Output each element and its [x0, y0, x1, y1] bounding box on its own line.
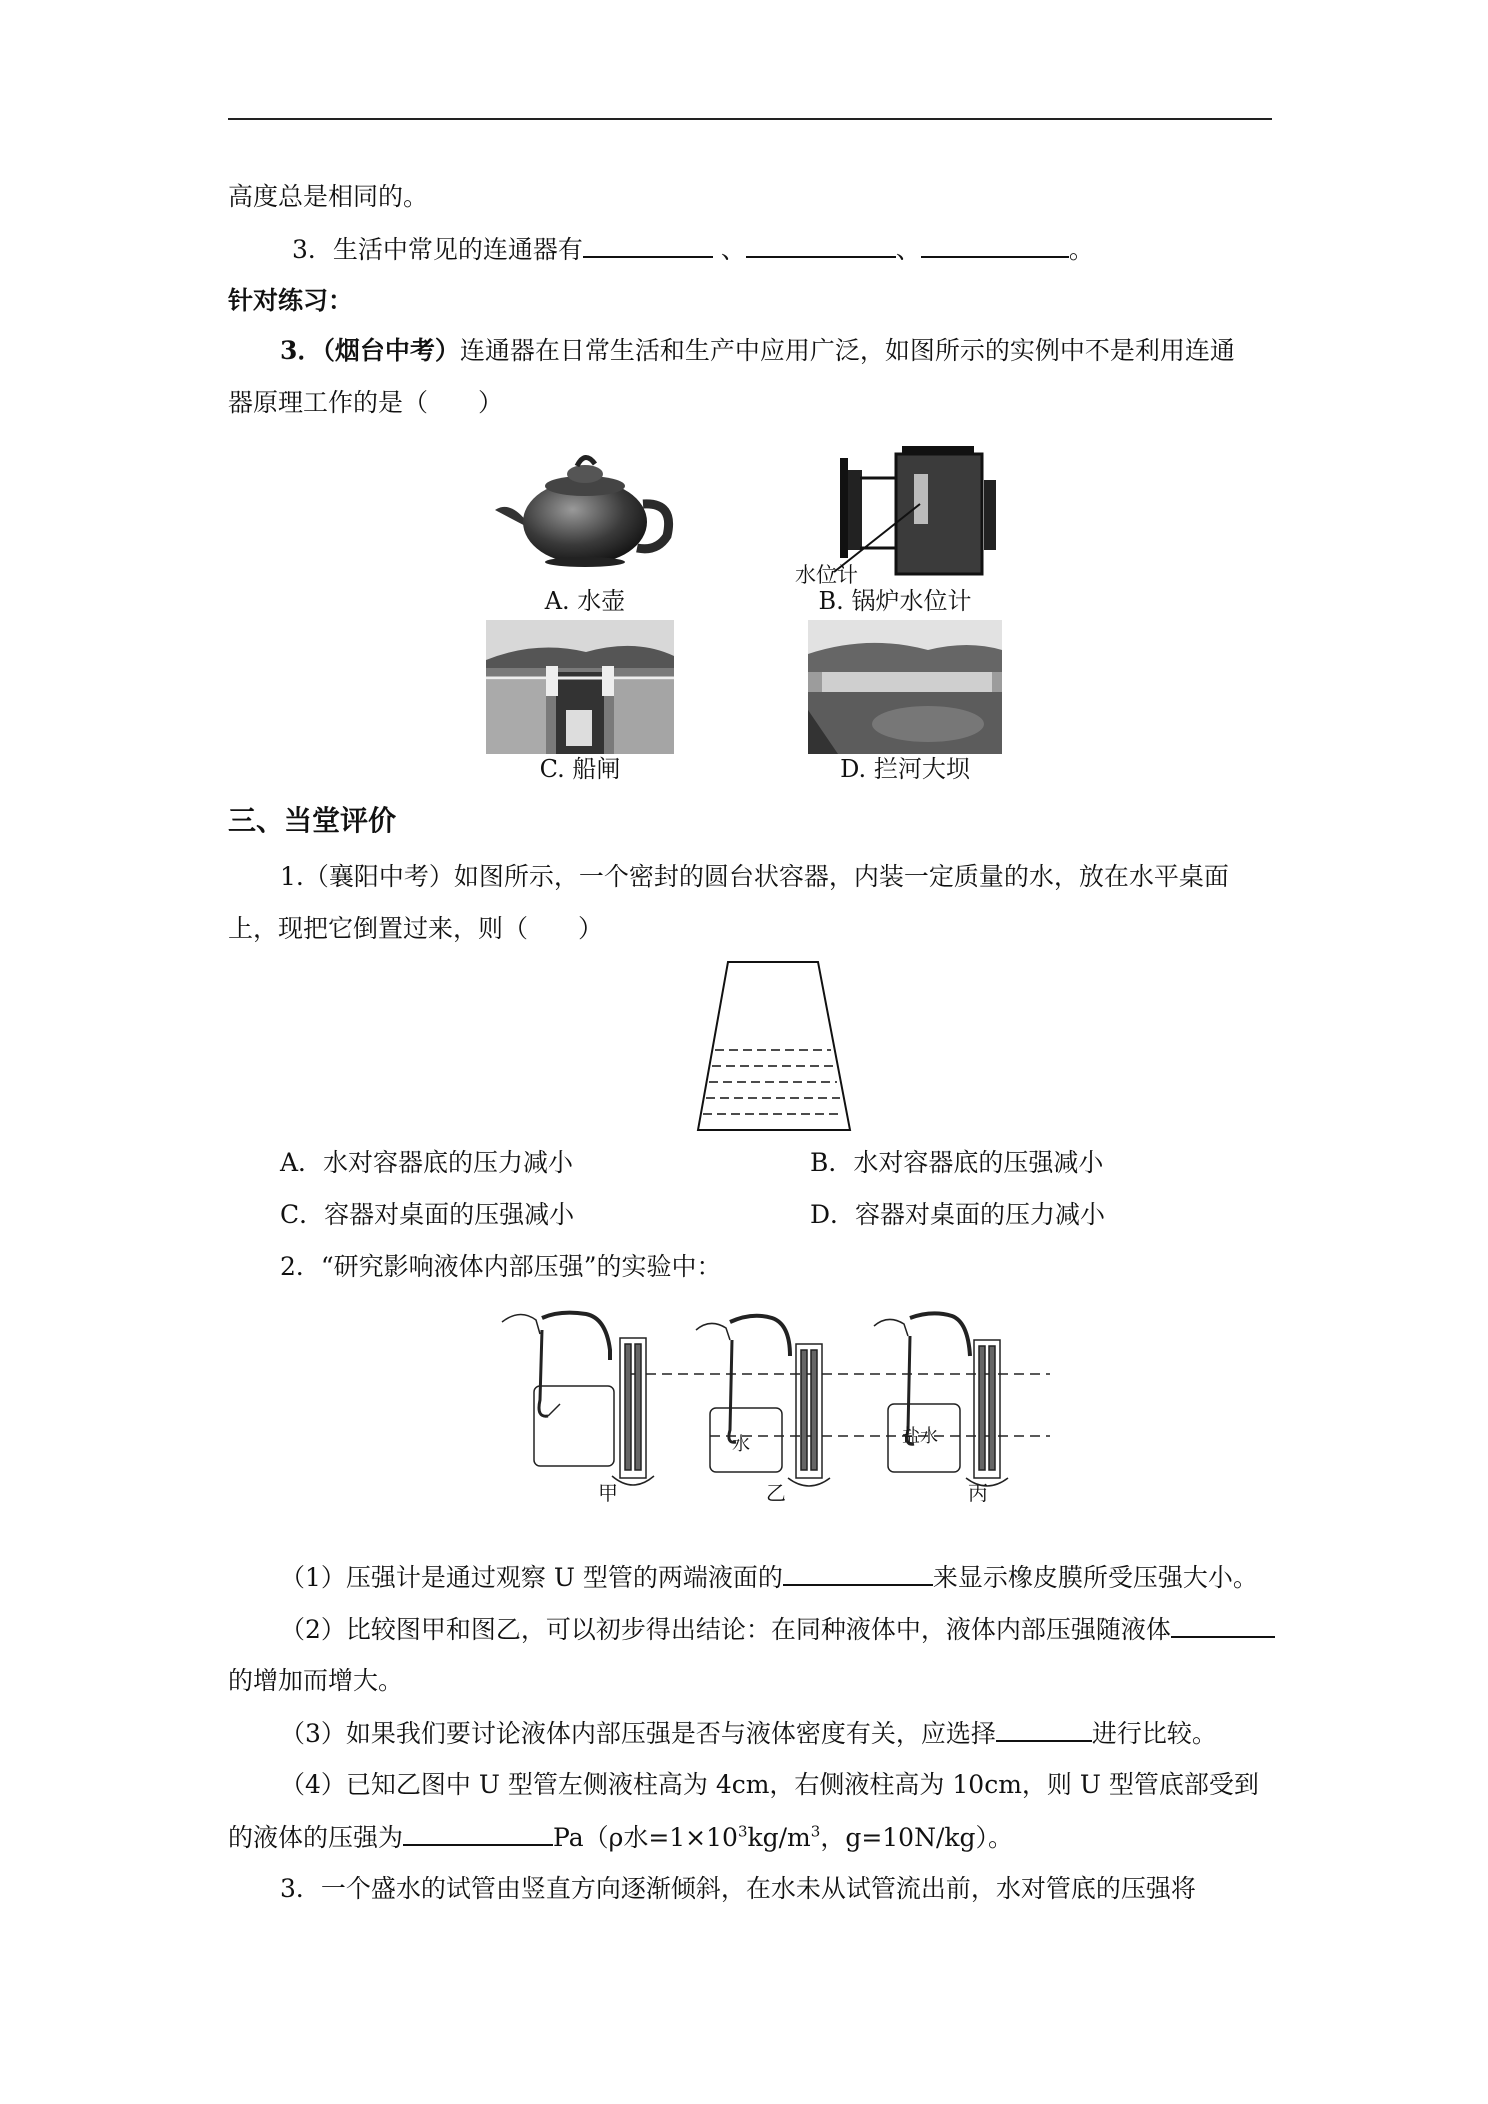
section-heading: 三、当堂评价: [228, 804, 397, 837]
question-line: 器原理工作的是（ ）: [228, 388, 504, 417]
answer-blank: [583, 232, 713, 258]
dam-image: [808, 620, 1002, 754]
question-line: （1）压强计是通过观察 U 型管的两端液面的 来显示橡皮膜所受压强大小。: [280, 1560, 1272, 1595]
boiler-image: [820, 440, 1000, 580]
teapot-image: [485, 440, 685, 580]
answer-blank: [783, 1560, 933, 1586]
caption-a: A. 水壶: [544, 587, 626, 615]
caption-b: B. 锅炉水位计: [818, 587, 972, 615]
option-d: D．容器对桌面的压力减小: [810, 1200, 1106, 1229]
question-line: 2．“研究影响液体内部压强”的实验中：: [280, 1252, 722, 1281]
caption-c: C. 船闸: [539, 755, 621, 783]
text-line: 高度总是相同的。: [228, 182, 429, 211]
pressure-gauge-figure: [490, 1300, 1070, 1500]
question-line: 1.（襄阳中考）如图所示，一个密封的圆台状容器，内装一定质量的水，放在水平桌面: [280, 862, 1229, 891]
question-line: （3）如果我们要讨论液体内部压强是否与液体密度有关，应选择 进行比较。: [280, 1716, 1272, 1751]
option-b: B．水对容器底的压强减小: [810, 1148, 1104, 1177]
ship-lock-image: [486, 620, 674, 754]
answer-blank: [746, 232, 896, 258]
question-line: 的增加而增大。: [228, 1666, 404, 1695]
water-gauge-label: 水位计: [795, 563, 858, 587]
figure-label-bing: 丙: [968, 1481, 988, 1505]
option-a: A．水对容器底的压力减小: [280, 1148, 574, 1177]
answer-blank: [1171, 1612, 1275, 1638]
figure-label-jia: 甲: [598, 1481, 618, 1505]
frustum-container-figure: [690, 958, 870, 1134]
salt-water-label: 盐水: [902, 1426, 938, 1447]
water-label: 水: [732, 1434, 750, 1455]
figure-label-yi: 乙: [766, 1481, 786, 1505]
practice-heading: 针对练习：: [228, 286, 354, 315]
header-rule: [228, 118, 1272, 120]
question-line: 3．生活中常见的连通器有 、 、 。: [292, 232, 1336, 267]
answer-blank: [921, 232, 1069, 258]
question-line: （4）已知乙图中 U 型管左侧液柱高为 4cm，右侧液柱高为 10cm，则 U 型管底部受到: [280, 1770, 1259, 1799]
answer-blank: [403, 1820, 553, 1846]
question-line: 上，现把它倒置过来，则（ ）: [228, 914, 604, 943]
question-line: 3．一个盛水的试管由竖直方向逐渐倾斜，在水未从试管流出前，水对管底的压强将: [280, 1874, 1196, 1903]
option-c: C．容器对桌面的压强减小: [280, 1200, 575, 1229]
question-line: 3．（烟台中考）连通器在日常生活和生产中应用广泛，如图所示的实例中不是利用连通: [280, 336, 1235, 365]
question-line: （2）比较图甲和图乙，可以初步得出结论：在同种液体中，液体内部压强随液体: [280, 1612, 1272, 1647]
answer-blank: [996, 1716, 1092, 1742]
caption-d: D. 拦河大坝: [840, 755, 970, 783]
question-line: 的液体的压强为 Pa（ρ水$=1\times 10^3kg/m^3$，g=10N/kg）。: [228, 1820, 1272, 1855]
